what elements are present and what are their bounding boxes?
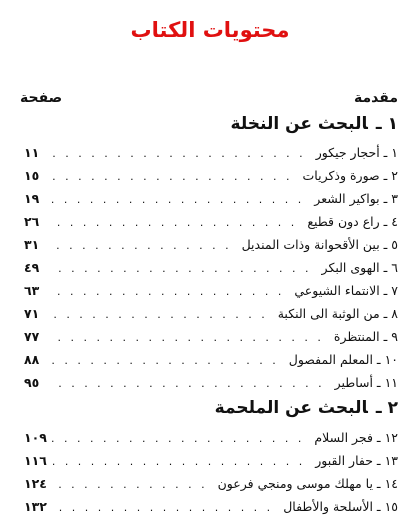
toc-entry — [24, 214, 398, 237]
leader-dots — [52, 147, 310, 160]
leader-dots — [52, 308, 272, 321]
entry-label: ١٢ ـ فجر السلام — [314, 430, 398, 445]
entry-page: ٤٩ — [24, 260, 40, 275]
section-heading — [231, 114, 398, 134]
entry-label: ٥ ـ بين الأقحوانة وذات المنديل — [241, 237, 398, 252]
toc-entry — [24, 352, 398, 375]
toc-entry — [24, 476, 398, 499]
entry-page: ٦٣ — [24, 283, 40, 298]
column-header-page: صفحة — [20, 90, 63, 106]
page-title: محتويات الكتاب — [130, 18, 290, 42]
entry-label: ٤ ـ راع دون قطيع — [307, 214, 398, 229]
toc-entry — [24, 168, 398, 191]
section-number: ٢ ـ — [375, 398, 398, 418]
toc-list — [24, 145, 398, 398]
column-header-intro: مقدمة — [354, 90, 398, 106]
entry-label: ٩ ـ المنتظرة — [333, 329, 398, 344]
entry-page: ١٣٢ — [24, 499, 47, 514]
entry-label: ٦ ـ الهوى البكر — [321, 260, 398, 275]
section-heading — [215, 398, 398, 418]
entry-page: ١١ — [24, 145, 40, 160]
entry-label: ٨ ـ من الوثبة الى النكبة — [277, 306, 398, 321]
entry-page: ١٢٤ — [24, 476, 47, 491]
toc-entry — [24, 145, 398, 168]
toc-entry — [24, 430, 398, 453]
toc-entry — [24, 237, 398, 260]
toc-entry — [24, 499, 398, 522]
entry-label: ٣ ـ بواكير الشعر — [314, 191, 398, 206]
leader-dots — [52, 193, 308, 206]
entry-label: ١ ـ أحجار جيكور — [315, 145, 398, 160]
entry-page: ١٠٩ — [24, 430, 47, 445]
leader-dots — [52, 455, 309, 468]
toc-entry — [24, 260, 398, 283]
section-number: ١ ـ — [375, 114, 398, 134]
leader-dots — [52, 216, 301, 229]
toc-entry — [24, 191, 398, 214]
toc-entry — [24, 283, 398, 306]
leader-dots — [52, 239, 236, 252]
leader-dots — [52, 501, 277, 514]
section-title: البحث عن النخلة — [230, 114, 368, 134]
leader-dots — [52, 377, 329, 390]
entry-label: ١٣ ـ حفار القبور — [315, 453, 398, 468]
entry-page: ٢٦ — [24, 214, 40, 229]
entry-label: ١١ ـ أساطير — [334, 375, 398, 390]
toc-entry — [24, 329, 398, 352]
leader-dots — [52, 478, 212, 491]
toc-entry — [24, 375, 398, 398]
entry-label: ١٤ ـ يا مهلك موسى ومنجي فرعون — [217, 476, 398, 491]
entry-page: ٣١ — [24, 237, 40, 252]
leader-dots — [52, 285, 288, 298]
entry-page: ٩٥ — [24, 375, 40, 390]
entry-page: ٧٧ — [24, 329, 40, 344]
leader-dots — [52, 262, 316, 275]
entry-page: ٨٨ — [24, 352, 40, 367]
entry-label: ١٥ ـ الأسلحة والأطفال — [283, 499, 398, 514]
leader-dots — [52, 170, 297, 183]
leader-dots — [52, 354, 283, 367]
entry-page: ١١٦ — [24, 453, 47, 468]
entry-page: ١٥ — [24, 168, 40, 183]
toc-entry — [24, 453, 398, 476]
entry-label: ٢ ـ صورة وذكريات — [302, 168, 398, 183]
entry-label: ١٠ ـ المعلم المفصول — [288, 352, 398, 367]
entry-page: ١٩ — [24, 191, 40, 206]
entry-page: ٧١ — [24, 306, 40, 321]
leader-dots — [52, 331, 328, 344]
section-title: البحث عن الملحمة — [214, 398, 368, 418]
leader-dots — [52, 432, 308, 445]
toc-list — [24, 430, 398, 522]
entry-label: ٧ ـ الانتماء الشيوعي — [294, 283, 398, 298]
toc-entry — [24, 306, 398, 329]
